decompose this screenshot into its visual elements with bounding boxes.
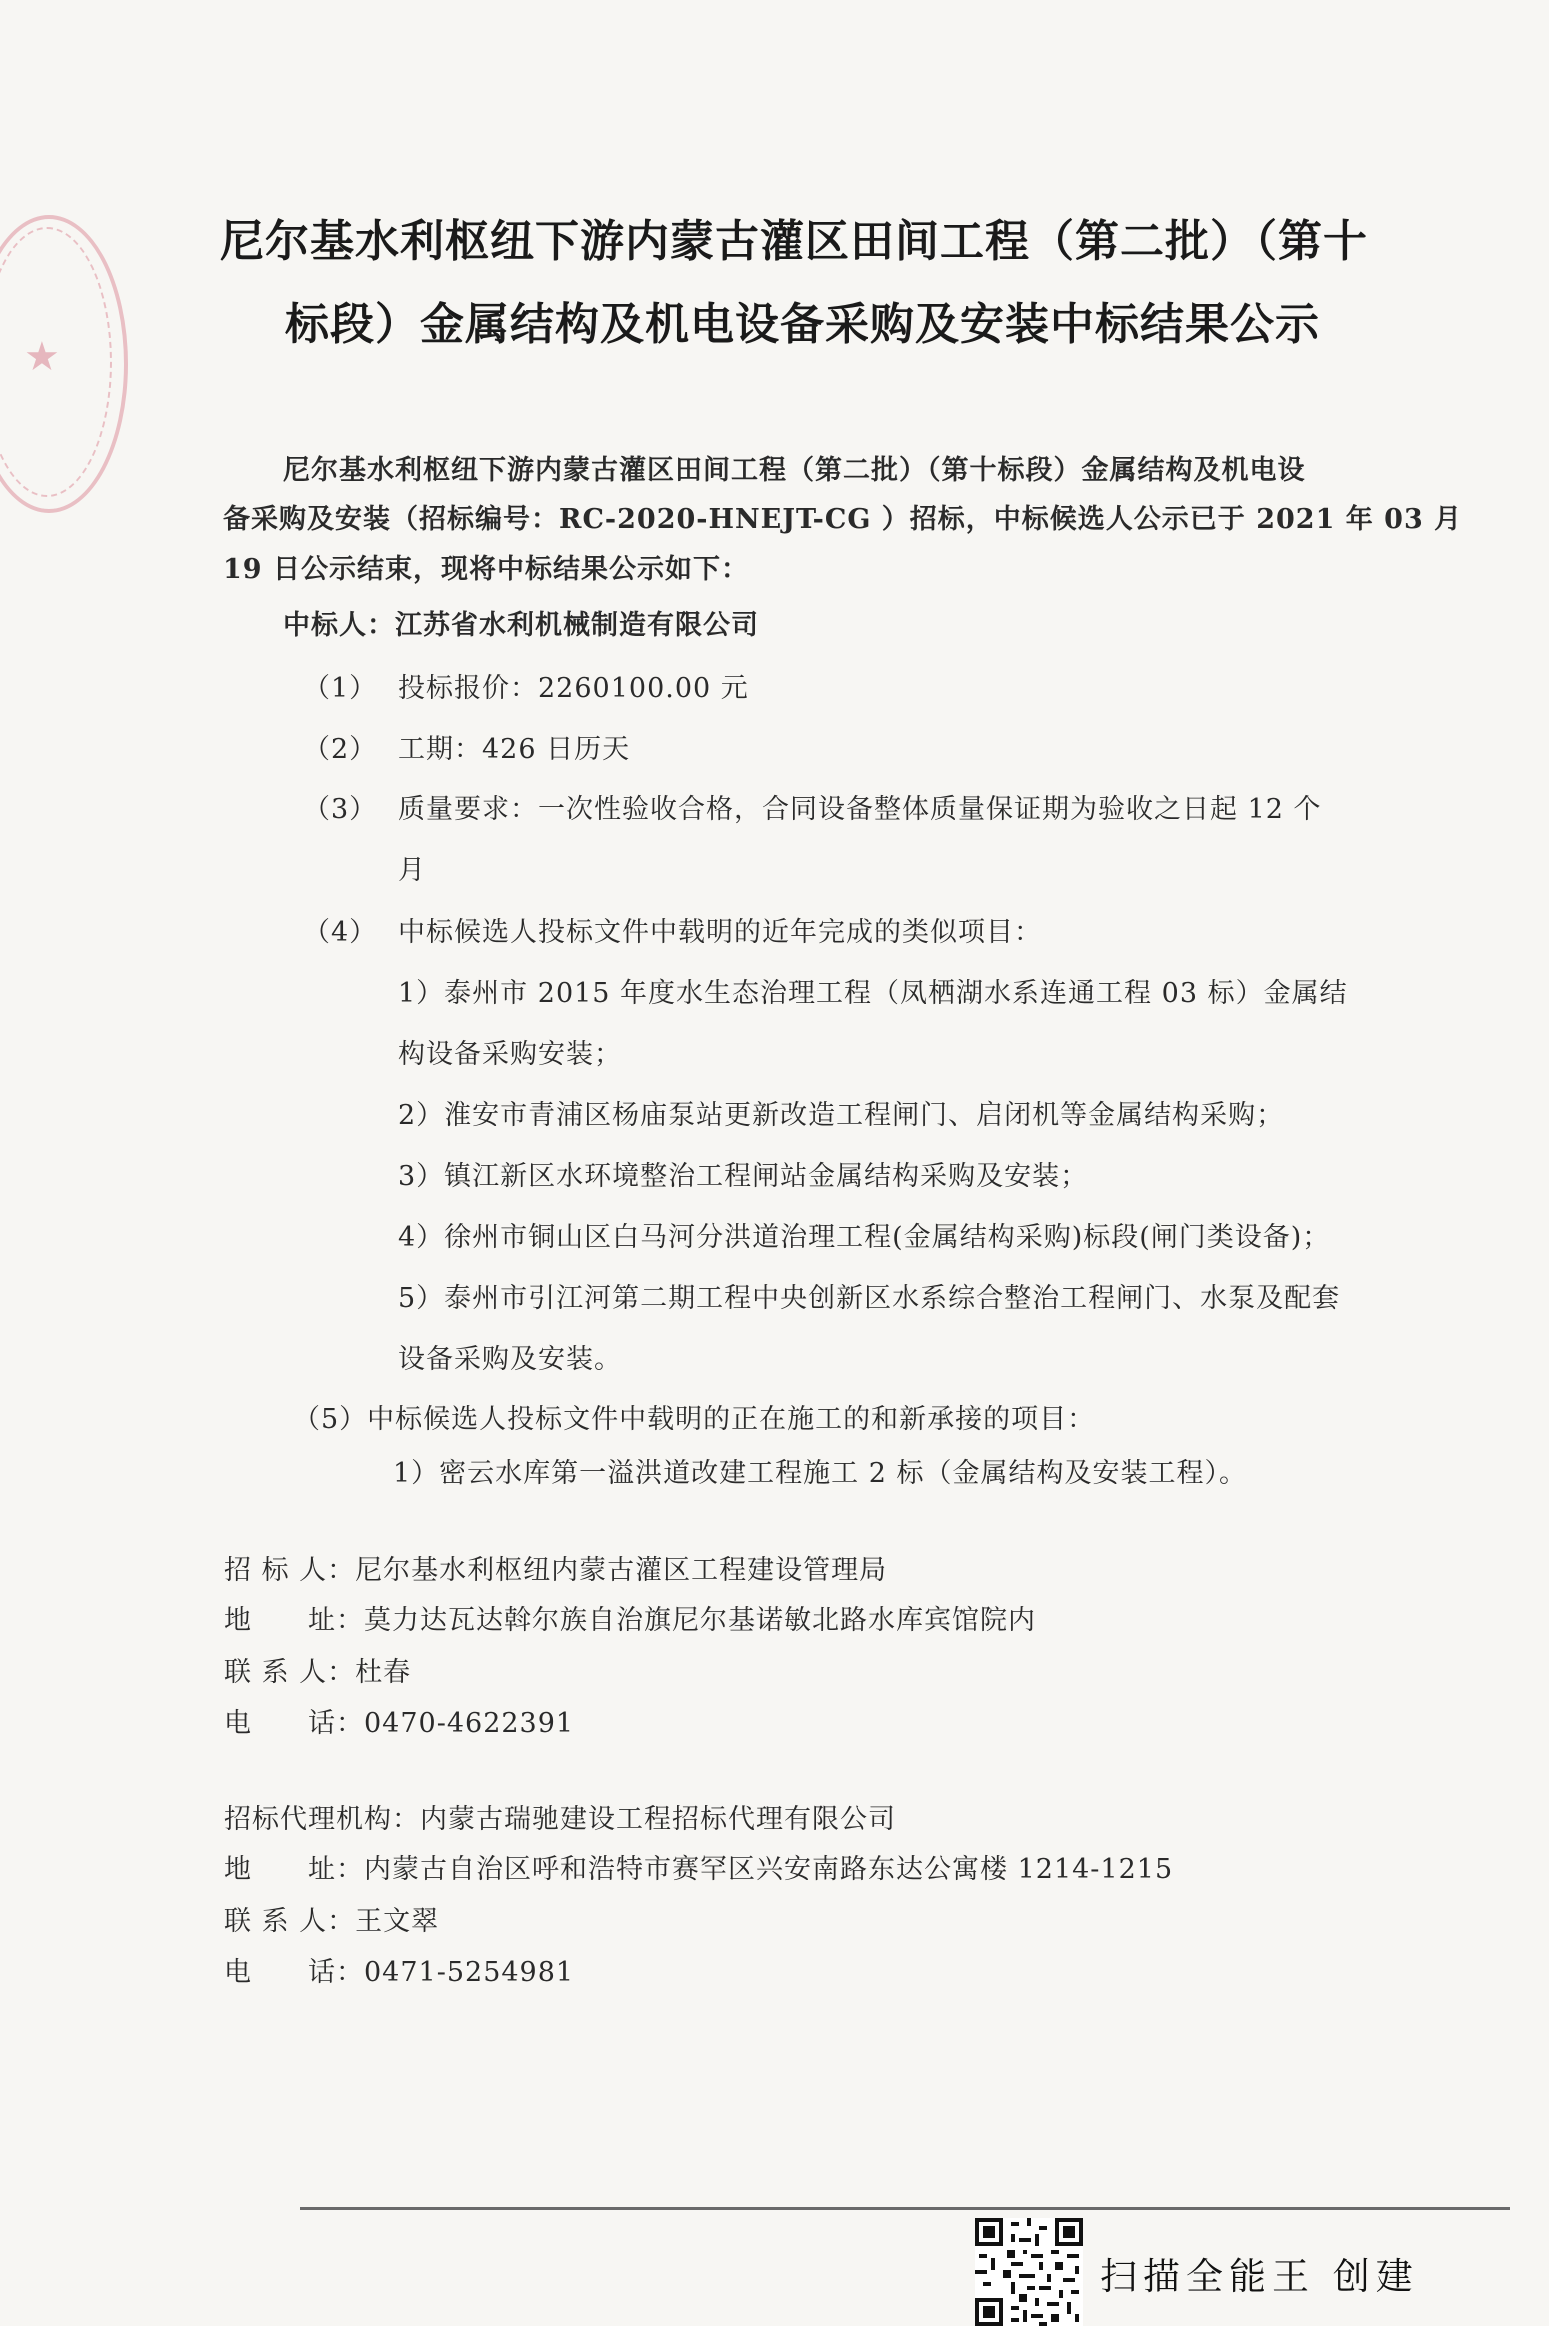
item-4-number: （4） (303, 917, 378, 948)
agency-phone: 电 话：0471-5254981 (224, 1957, 575, 1988)
item-3-number: （3） (303, 794, 378, 825)
item-4-text: 中标候选人投标文件中载明的近年完成的类似项目： (398, 917, 1042, 948)
item-1-text: 投标报价：2260100.00 元 (398, 673, 749, 704)
qr-code-icon (975, 2218, 1083, 2326)
winner-line: 中标人：江苏省水利机械制造有限公司 (283, 610, 759, 641)
agency-name: 招标代理机构：内蒙古瑞驰建设工程招标代理有限公司 (224, 1804, 896, 1835)
item-1-number: （1） (303, 673, 378, 704)
item-5-heading: （5）中标候选人投标文件中载明的正在施工的和新承接的项目： (293, 1404, 1096, 1435)
scanner-brand-label: 扫描全能王 创建 (1100, 2255, 1419, 2298)
agency-contact: 联 系 人：王文翠 (224, 1906, 440, 1937)
item-3-continuation: 月 (398, 855, 426, 886)
intro-line-2: 备采购及安装（招标编号：RC-2020-HNEJT-CG ）招标，中标候选人公示已于 2021 年 03 月 (223, 504, 1463, 535)
tenderer-contact: 联 系 人：杜春 (224, 1657, 412, 1688)
seal-stamp-icon (0, 215, 128, 513)
document-title-line-1: 尼尔基水利枢纽下游内蒙古灌区田间工程（第二批）（第十 (220, 216, 1368, 267)
project-5-line-2: 设备采购及安装。 (398, 1344, 622, 1375)
tenderer-address: 地 址：莫力达瓦达斡尔族自治旗尼尔基诺敏北路水库宾馆院内 (224, 1605, 1036, 1636)
footer-divider (300, 2207, 1510, 2210)
tenderer-name: 招 标 人：尼尔基水利枢纽内蒙古灌区工程建设管理局 (224, 1555, 888, 1586)
document-title-line-2: 标段）金属结构及机电设备采购及安装中标结果公示 (285, 299, 1320, 350)
agency-address: 地 址：内蒙古自治区呼和浩特市赛罕区兴安南路东达公寓楼 1214-1215 (224, 1854, 1174, 1885)
item-5-project-1: 1）密云水库第一溢洪道改建工程施工 2 标（金属结构及安装工程）。 (393, 1458, 1248, 1489)
project-2: 2）淮安市青浦区杨庙泵站更新改造工程闸门、启闭机等金属结构采购； (398, 1100, 1285, 1131)
project-5-line-1: 5）泰州市引江河第二期工程中央创新区水系综合整治工程闸门、水泵及配套 (398, 1283, 1341, 1314)
item-2-text: 工期：426 日历天 (398, 734, 631, 765)
project-4: 4）徐州市铜山区白马河分洪道治理工程(金属结构采购)标段(闸门类设备)； (398, 1222, 1331, 1253)
project-1-line-2: 构设备采购安装； (398, 1039, 622, 1070)
intro-line-3: 19 日公示结束，现将中标结果公示如下： (223, 554, 749, 585)
item-2-number: （2） (303, 734, 378, 765)
project-3: 3）镇江新区水环境整治工程闸站金属结构采购及安装； (398, 1161, 1089, 1192)
item-3-text: 质量要求：一次性验收合格，合同设备整体质量保证期为验收之日起 12 个 (398, 794, 1322, 825)
intro-line-1: 尼尔基水利枢纽下游内蒙古灌区田间工程（第二批）（第十标段）金属结构及机电设 (283, 455, 1306, 486)
seal-star-icon: ★ (24, 334, 60, 380)
tenderer-phone: 电 话：0470-4622391 (224, 1708, 575, 1739)
project-1-line-1: 1）泰州市 2015 年度水生态治理工程（凤栖湖水系连通工程 03 标）金属结 (398, 978, 1348, 1009)
